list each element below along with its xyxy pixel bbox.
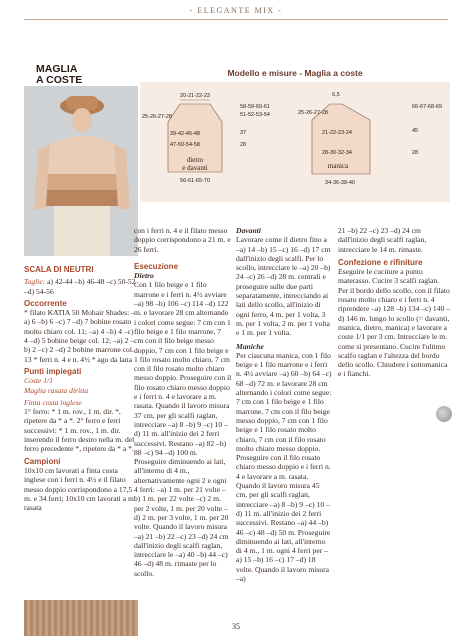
- esecuzione-heading: Esecuzione: [134, 261, 179, 271]
- column-1: [24, 262, 136, 512]
- sl-left: 25-26-27-28: [298, 110, 328, 116]
- page-number: 35: [232, 622, 240, 631]
- bf-inner-width: 39-42-45-48: [170, 131, 200, 137]
- bf-top-width: 20-21-22-23: [180, 93, 210, 99]
- campioni-heading: Campioni: [24, 456, 61, 466]
- sl-top: 6,5: [332, 92, 340, 98]
- sl-inner-2: 28-30-32-34: [322, 150, 352, 156]
- dietro-text: Con 1 filo beige e 1 filo marrone e i ferri n. 4½ avviare –a) 98 –b) 106 –c) 114 –d) 122 m. e lavorare 28 cm alternando i colori come segue: 7 cm con 1 filo beige e 1 filo marrone, 7 cm con il filo beige messo doppio, 7 cm con 1 filo beige e 1 filo rosato molto chiaro, 7 cm con il filo rosato molto chiaro messo doppio. Proseguire con il filo rosato chiaro messo doppio e i ferri n. 4 e lavorare a m. rasata. Quando il lavoro misura 37 cm, per gli scalfi raglan, intrecciare –a) 8 –b) 9 –c) 10 –d) 11 m. all'inizio dei 2 ferri successivi. Restano –a) 82 –b) 88 –c) 94 –d) 100 m. Proseguire diminuendo ai lati, all'interno di 4 m., alternativamente ogni 2 e ogni 4 ferri: –a) 1 m. per 21 volte –b) 1 m. per 22 volte –c) 2 m. per 2 volte, 1 m. per 20 volte –d) 2 m. per 3 volte, 1 m. per 20 volte. Quando il lavoro misura –a) 21 –b) 22 –c) 23 –d) 24 cm dall'inizio degli scalfi raglan, intrecciare le –a) 40 –b) 44 –c) 46 –d) 48 m. rimaste per lo scollo.: [134, 280, 232, 578]
- sweater-photo: [24, 86, 138, 256]
- occorrente-heading: Occorrente: [24, 298, 67, 308]
- finta-text: 1° ferro: * 1 m. rov., 1 m. dir. *, ripetere da * a *. 2° ferro e ferri successivi: * 1 m. rov., 1 m. dir. inserendo il ferro destro nella m. del ferro precedente *, ripetere da * a *.: [24, 407, 135, 454]
- bf-h1: 37: [240, 130, 247, 136]
- section-title: SCALA DI NEUTRI: [24, 265, 94, 274]
- page-header: - ELEGANTE MIX -: [189, 6, 283, 15]
- column-3: [236, 226, 332, 583]
- sl-h2: 28: [412, 150, 419, 156]
- col2-intro: con i ferri n. 4 e il filato messo doppio corrispondono a 21 m. e 26 ferri.: [134, 226, 231, 254]
- confezione-text: Eseguire le cuciture a punto materasso. Cucire 3 scalfi raglan. Per il bordo dello scollo, con il filato rosato molto chiaro e i ferri n. 4 riprendere –a) 128 –b) 134 –c) 140 –d) 146 m. lungo lo scollo (= davanti, manica, dietro, manica) e lavorare a coste 1/1 per 3 cm. Intrecciare le m. come si presentano. Cucire l'ultimo scalfo raglan e l'altezza del bordo dello scollo. Chiudere i sottomanica e i fianchi.: [338, 267, 450, 379]
- punti-1: Coste 1/1: [24, 376, 53, 386]
- yarn-ball-icon: [436, 406, 452, 422]
- punti-heading: Punti impiegati: [24, 366, 82, 376]
- bf-label-2: e davanti: [182, 164, 208, 172]
- title-line-1: MAGLIA: [36, 63, 78, 75]
- bf-chest-width: 47-50-54-58: [170, 142, 200, 148]
- confezione-heading: Confezione e rifiniture: [338, 257, 423, 267]
- finta-heading: Finta costa inglese: [24, 397, 82, 407]
- bf-raglan-h: 58-59-60-61: [240, 104, 270, 110]
- dietro-heading: Dietro: [134, 271, 154, 281]
- title-line-2: A COSTE: [36, 74, 83, 86]
- schematic-diagram: [140, 82, 450, 202]
- header-divider: [24, 19, 448, 20]
- sl-bottom: 34-36-38-40: [325, 180, 355, 186]
- maniche-heading: Maniche: [236, 341, 264, 351]
- davanti-heading: Davanti: [236, 226, 261, 235]
- bf-left-side: 25-26-27-28: [142, 114, 172, 120]
- column-2: [134, 226, 232, 578]
- sl-label: manica: [327, 162, 349, 170]
- bf-h2: 28: [240, 142, 247, 148]
- occorrente-text: * filato KATIA 50 Mohair Shades: –a) 6 –b) 6 –c) 7 –d) 7 bobine rosato molto chiaro col. 11; –a) 4 –b) 4 –c) 4 –d) 5 bobine beige col. 12; –a) 2 –b) 2 –c) 2 –d) 2 bobine marrone col. 13 * ferri n. 4 e n. 4½ * ago da lana: [24, 308, 135, 364]
- sl-inner-1: 21-22-23-24: [322, 130, 352, 136]
- sl-right-raglan: 66-67-68-69: [412, 104, 442, 110]
- punti-2: Maglia rasata diritta: [24, 385, 89, 395]
- col4-text: 21 –b) 22 –c) 23 –d) 24 cm dall'inizio degli scalfi raglan, intrecciare le 14 m. rimaste.: [338, 226, 427, 254]
- bf-raglan-h2: 51-52-53-54: [240, 112, 270, 118]
- article-title: [36, 64, 116, 86]
- bf-label-1: dietro: [186, 156, 204, 164]
- sizes-label: Taglie:: [24, 277, 46, 287]
- davanti-text: Lavorare come il dietro fino a –a) 14 –b) 15 –c) 16 –d) 17 cm dall'inizio degli scalfi. Per lo scollo, intrecciare le –a) 20 –b) 24 –c) 26 –d) 28 m. centrali e proseguire sulle due parti separatamente, intrecciando ai lati dello scollo, all'inizio di ogni ferro, 4 m. per 1 volta, 3 m. per 1 volta, 2 m. per 1 volta e 1 m. per 1 volta.: [236, 235, 331, 338]
- sl-h1: 45: [412, 128, 419, 134]
- bf-bottom: 56-61-65-70: [180, 178, 210, 184]
- diagram-title: Modello e misure - Maglia a coste: [227, 68, 363, 78]
- campioni-text: 10x10 cm lavorati a finta costa inglese con i ferri n. 4½ e il filato messo doppio corrispondono a 17,5 m. e 34 ferri; 10x10 cm lavorati a m. rasata: [24, 465, 136, 513]
- sizes-text: a) 42-44 –b) 46-48 –c) 50-52 –d) 54-56: [24, 277, 136, 296]
- column-4: [338, 226, 450, 379]
- maniche-text: Per ciascuna manica, con 1 filo beige e 1 filo marrone e i ferri n. 4½ avviare –a) 60 –b) 64 –c) 68 –d) 72 m. e lavorare 28 cm alternando i colori come segue: 7 cm con 1 filo beige e 1 filo marrone, 7 cm con il filo beige messo doppio, 7 cm con 1 filo beige e 1 filo rosato molto chiaro, 7 cm con il filo rosato molto chiaro messo doppio. Proseguire con il filo rosato chiaro messo doppio e i ferri n. 4 e lavorare a m. rasata. Quando il lavoro misura 45 cm, per gli scalfi raglan, intrecciare –a) 8 –b) 9 –c) 10 –d) 11 m. all'inizio dei 2 ferri successivi. Restano –a) 44 –b) 46 –c) 48 –d) 50 m. Proseguire diminuendo ai lati, all'interno di 4 m., 1 m. ogni 4 ferri per –a) 15 –b) 16 –c) 17 –d) 18 volte. Quando il lavoro misura –a): [236, 350, 332, 583]
